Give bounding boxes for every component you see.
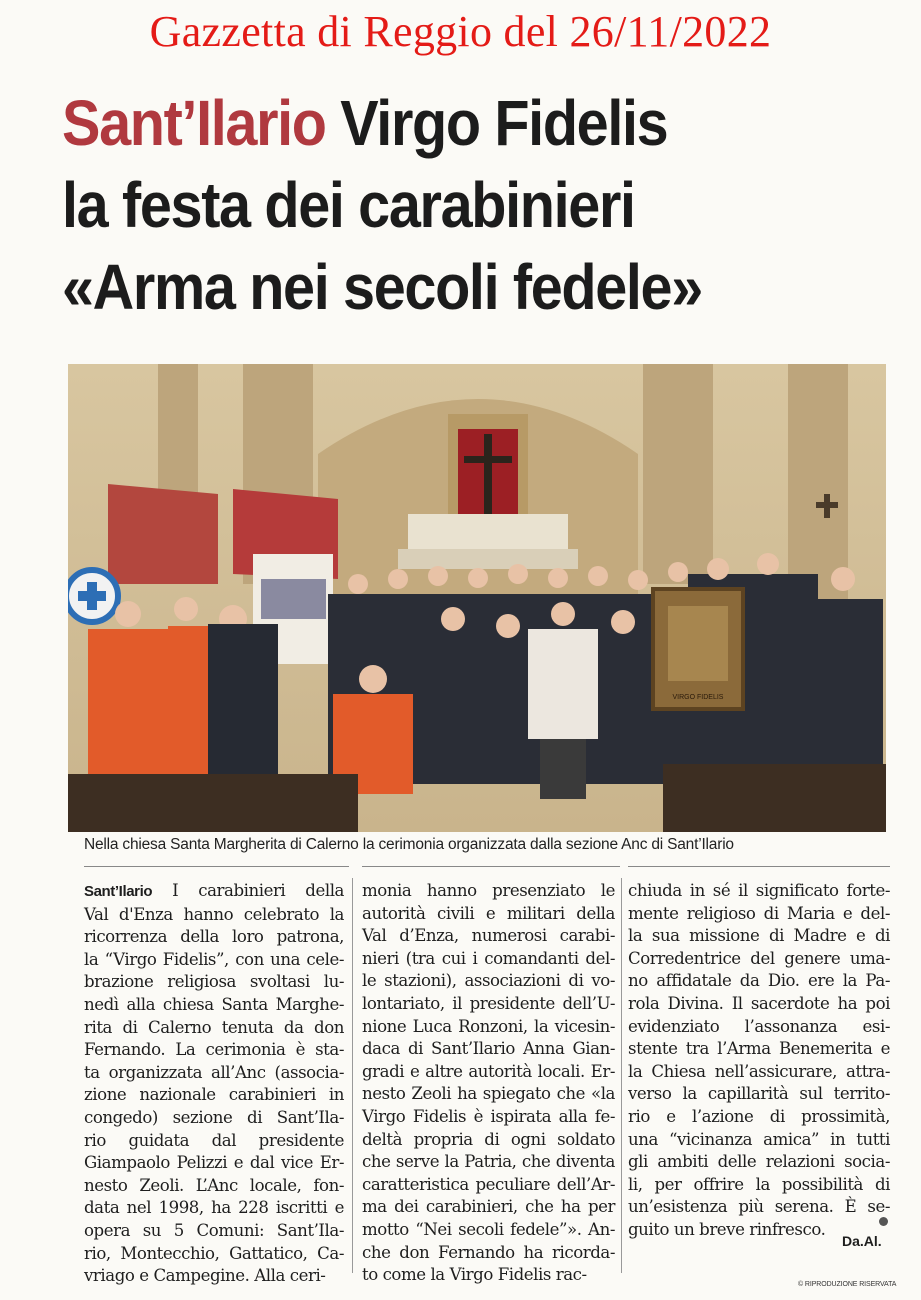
photo-caption: Nella chiesa Santa Margherita di Calerno la cerimonia organizzata dalla sezione Anc di Sant’Ilario — [84, 836, 734, 853]
column-divider — [352, 878, 353, 1273]
headline — [62, 82, 809, 328]
article-text-line: autorità civili e militari della — [362, 903, 615, 923]
article-text-line: che don Fernando ha ricorda- — [362, 1242, 615, 1262]
article-text-line: le stazioni), associazioni di vo- — [362, 971, 615, 991]
article-text-line: rita di Calerno tenuta da don — [84, 1017, 344, 1037]
article-text-line: monia hanno presenziato le — [362, 881, 615, 900]
article-text-line: li, per offrire la possibilità di — [628, 1174, 890, 1194]
article-text-line: brazione religiosa svoltasi lu- — [84, 972, 344, 992]
virgo-fidelis-plaque — [653, 589, 743, 709]
newspaper-source-title: Gazzetta di Reggio del 26/11/2022 — [149, 7, 772, 56]
headline-kicker: Sant’Ilario — [62, 87, 326, 159]
article-text-line: gli ambiti delle relazioni socia- — [628, 1152, 890, 1172]
author-signature: Da.Al. — [842, 1233, 882, 1249]
article-text-line: rio guidata dal presidente — [84, 1130, 344, 1150]
article-text-line: la sua missione di Madre e di — [628, 926, 890, 946]
end-mark-icon — [879, 1217, 888, 1226]
article-text-line: rio, Montecchio, Gattatico, Ca- — [84, 1243, 344, 1263]
column-divider — [621, 878, 622, 1273]
article-text-line: lontariato, il presidente dell’U- — [362, 993, 615, 1013]
article-column-3 — [628, 880, 890, 1242]
article-text-line: la “Virgo Fidelis”, con una cele- — [84, 949, 344, 969]
divider-line — [628, 866, 890, 867]
article-text-line: congedo) sezione di Sant’Ila- — [84, 1107, 344, 1127]
article-text-line: rola Divina. Il sacerdote ha poi — [628, 993, 890, 1013]
article-text-line: una “vicinanza amica” in tutti — [628, 1129, 890, 1149]
article-text-line: opera su 5 Comuni: Sant’Ila- — [84, 1220, 344, 1240]
article-text-line: stente tra l’Arma Benemerita e — [628, 1039, 890, 1059]
copyright-notice: © RIPRODUZIONE RISERVATA — [798, 1281, 897, 1288]
article-text-line: deltà propria di ogni soldato — [362, 1129, 615, 1149]
article-text-line: gradi e altre autorità locali. Er- — [362, 1061, 615, 1081]
headline-line-1 — [62, 82, 809, 164]
article-text-line: Val d’Enza, numerosi carabi- — [362, 926, 615, 946]
headline-line-3: «Arma nei secoli fedele» — [62, 251, 702, 323]
article-column-1 — [84, 880, 344, 1288]
article-text-line: guito un breve rinfresco. — [628, 1219, 826, 1239]
article-text-line: Fernando. La cerimonia è sta- — [84, 1040, 344, 1060]
article-text-line: verso la capillarità sul territo- — [628, 1084, 890, 1104]
headline-line-2: la festa dei carabinieri — [62, 169, 635, 241]
article-text-line: to come la Virgo Fidelis rac- — [362, 1265, 587, 1285]
divider-line — [84, 866, 349, 867]
pew-right — [663, 764, 886, 832]
article-text-line: che serve la Patria, che diventa — [362, 1152, 615, 1172]
article-text-line: un’esistenza più serena. È se- — [628, 1197, 890, 1217]
article-text-line: ma dei carabinieri, che ha per — [362, 1197, 615, 1217]
article-text-line: daca di Sant’Ilario Anna Gian- — [362, 1039, 615, 1059]
headline-title: Virgo Fidelis — [340, 87, 668, 159]
article-text-line: chiuda in sé il significato forte- — [628, 881, 890, 900]
article-text-fragment: I carabinieri della — [152, 881, 344, 900]
pew-left — [68, 774, 358, 832]
article-text-line: ta organizzata all’Anc (associa- — [84, 1062, 344, 1082]
article-text-line: Val d'Enza hanno celebrato la — [84, 904, 344, 924]
article-text-line: la Chiesa nell’assicurare, attra- — [628, 1061, 890, 1081]
article-text-line: nesto Zeoli ha spiegato che «la — [362, 1084, 615, 1104]
article-text-line: motto “Nei secoli fedele”». An- — [362, 1219, 615, 1239]
article-text-line: rio e l’azione di prossimità, — [628, 1106, 890, 1126]
medical-cross-sign — [68, 570, 118, 622]
article-column-2 — [362, 880, 615, 1287]
article-text-line: no affidatale da Dio. ere la Pa- — [628, 971, 890, 991]
article-text-line: zione nazionale carabinieri in — [84, 1085, 344, 1105]
article-text-line: Virgo Fidelis è ispirata alla fe- — [362, 1106, 615, 1126]
article-text-line: ricorrenza della loro patrona, — [84, 927, 344, 947]
article-text-line: nieri (tra cui i comandanti del- — [362, 948, 615, 968]
article-text-line: nione Luca Ronzoni, la vicesin- — [362, 1016, 615, 1036]
article-text-line — [84, 880, 344, 904]
article-text-line: nesto Zeoli. L’Anc locale, fon- — [84, 1175, 344, 1195]
article-text-line: vriago e Campegine. Alla ceri- — [84, 1266, 326, 1286]
article-text-line: mente religioso di Maria e del- — [628, 903, 890, 923]
ceremony-photo — [68, 364, 886, 832]
article-lead-dateline: Sant’Ilario — [84, 883, 153, 900]
plaque-label: VIRGO FIDELIS — [672, 694, 724, 701]
article-text-line: nedì alla chiesa Santa Marghe- — [84, 994, 344, 1014]
article-text-line: evidenziato l’assonanza esi- — [628, 1016, 890, 1036]
divider-line — [362, 866, 620, 867]
article-text-line: Corredentrice del genere uma- — [628, 948, 890, 968]
article-text-line: Giampaolo Pelizzi e dal vice Er- — [84, 1153, 344, 1173]
article-text-line: data nel 1998, ha 228 iscritti e — [84, 1198, 344, 1218]
article-text-line: caratteristica peculiare dell’Ar- — [362, 1174, 615, 1194]
